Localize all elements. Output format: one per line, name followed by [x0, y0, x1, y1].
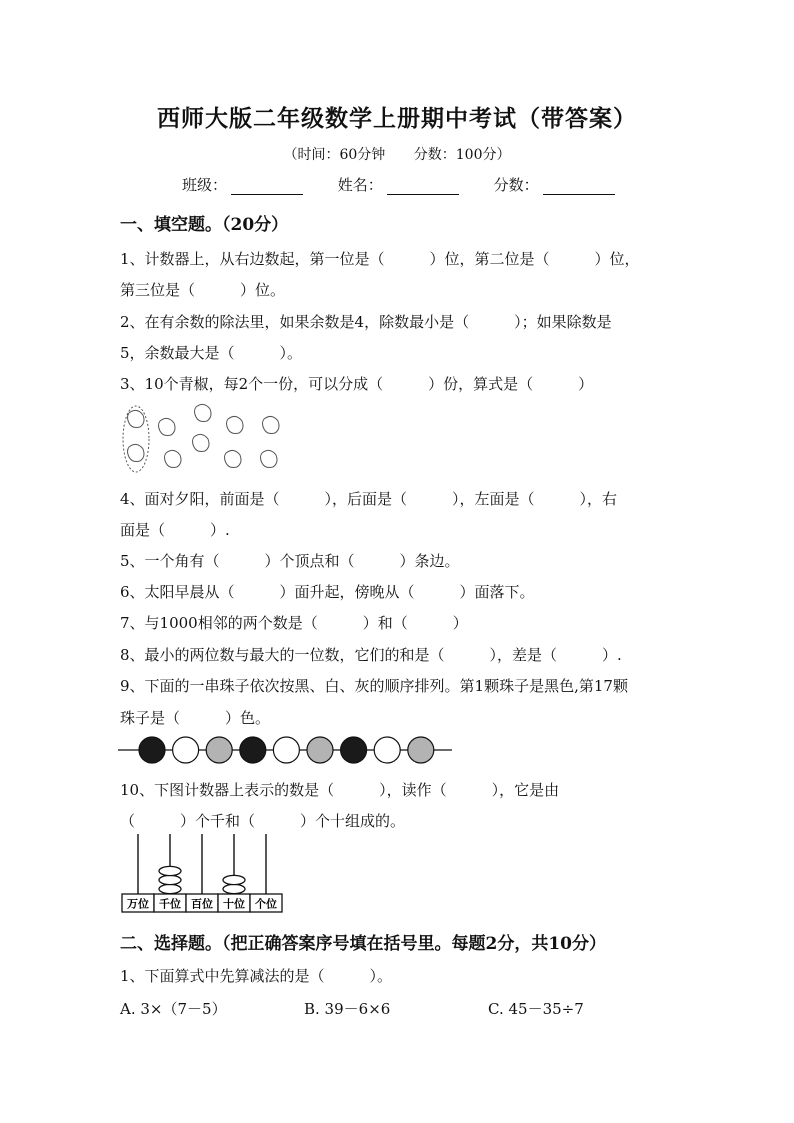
bead-white — [173, 737, 199, 763]
choice-question-1: 1、下面算式中先算减法的是（ ）。 — [120, 967, 393, 985]
bead-black — [139, 737, 165, 763]
pepper-icon — [193, 434, 210, 451]
abacus-counter-image — [120, 832, 286, 914]
bead-black — [240, 737, 266, 763]
pepper-icon — [195, 404, 212, 421]
abacus-bead — [159, 866, 181, 875]
bead-black — [341, 737, 367, 763]
question-10-line-2: （ ）个千和（ ）个十组成的。 — [120, 812, 406, 830]
question-1-line-2: 第三位是（ ）位。 — [120, 281, 286, 299]
abacus-bead — [159, 875, 181, 884]
bead-white — [374, 737, 400, 763]
question-4-line-1: 4、面对夕阳，前面是（ ），后面是（ ），左面是（ ），右 — [120, 490, 618, 508]
abacus-place-label: 百位 — [191, 897, 213, 911]
name-field[interactable] — [338, 174, 459, 195]
bead-gray — [307, 737, 333, 763]
score-info: 分数：100分） — [413, 147, 511, 163]
pepper-icon — [261, 450, 278, 467]
bead-string-image — [118, 734, 454, 766]
question-8: 8、最小的两位数与最大的一位数，它们的和是（ ），差是（ ）. — [120, 646, 622, 664]
section-heading-multiple-choice: 二、选择题。（把正确答案序号填在括号里。每题2分，共10分） — [120, 934, 606, 954]
name-blank[interactable] — [387, 178, 459, 195]
question-10-line-1: 10、下图计数器上表示的数是（ ），读作（ ），它是由 — [120, 781, 560, 799]
option-a[interactable]: A. 3×（7－5） — [120, 1000, 227, 1018]
pepper-icon — [128, 444, 145, 461]
abacus-place-label: 万位 — [127, 897, 149, 911]
bead-gray — [206, 737, 232, 763]
pepper-icon — [263, 416, 280, 433]
time-info: （时间：60分钟 — [283, 147, 386, 163]
bead-white — [273, 737, 299, 763]
pepper-icon — [165, 450, 182, 467]
page-title: 西师大版二年级数学上册期中考试（带答案） — [157, 105, 637, 132]
green-peppers-image — [120, 403, 290, 475]
abacus-bead — [159, 884, 181, 893]
abacus-place-label: 十位 — [223, 897, 245, 911]
class-field[interactable] — [182, 174, 303, 195]
abacus-place-label: 个位 — [255, 897, 277, 911]
abacus-bead — [223, 875, 245, 884]
score-label: 分数： — [493, 176, 539, 194]
question-9-line-1: 9、下面的一串珠子依次按黑、白、灰的顺序排列。第1颗珠子是黑色,第17颗 — [120, 677, 628, 695]
exam-subtitle — [0, 144, 794, 164]
question-5: 5、一个角有（ ）个顶点和（ ）条边。 — [120, 552, 460, 570]
question-9-line-2: 珠子是（ ）色。 — [120, 709, 271, 727]
abacus-place-label: 千位 — [159, 897, 181, 911]
question-1-line-1: 1、计数器上，从右边数起，第一位是（ ）位，第二位是（ ）位， — [120, 250, 640, 268]
pepper-icon — [159, 418, 176, 435]
question-2-line-1: 2、在有余数的除法里，如果余数是4，除数最小是（ ）；如果除数是 — [120, 313, 612, 331]
class-blank[interactable] — [231, 178, 303, 195]
question-4-line-2: 面是（ ）. — [120, 521, 230, 539]
class-label: 班级： — [182, 176, 228, 194]
pepper-icon — [128, 410, 145, 427]
option-c[interactable]: C. 45－35÷7 — [488, 1000, 584, 1018]
pepper-icon — [225, 450, 242, 467]
question-3-line-1: 3、10个青椒，每2个一份，可以分成（ ）份，算式是（ ） — [120, 375, 594, 393]
question-7: 7、与1000相邻的两个数是（ ）和（ ） — [120, 614, 468, 632]
score-field[interactable] — [494, 174, 615, 195]
option-b[interactable]: B. 39－6×6 — [304, 1000, 391, 1018]
grouping-circle — [123, 406, 149, 472]
abacus-bead — [223, 884, 245, 893]
student-info-row — [182, 174, 645, 195]
bead-gray — [408, 737, 434, 763]
question-2-line-2: 5，余数最大是（ ）。 — [120, 344, 303, 362]
score-blank[interactable] — [543, 178, 615, 195]
name-label: 姓名： — [337, 176, 383, 194]
section-heading-fill-in: 一、填空题。（20分） — [120, 215, 289, 235]
question-6: 6、太阳早晨从（ ）面升起，傍晚从（ ）面落下。 — [120, 583, 535, 601]
pepper-icon — [227, 416, 244, 433]
